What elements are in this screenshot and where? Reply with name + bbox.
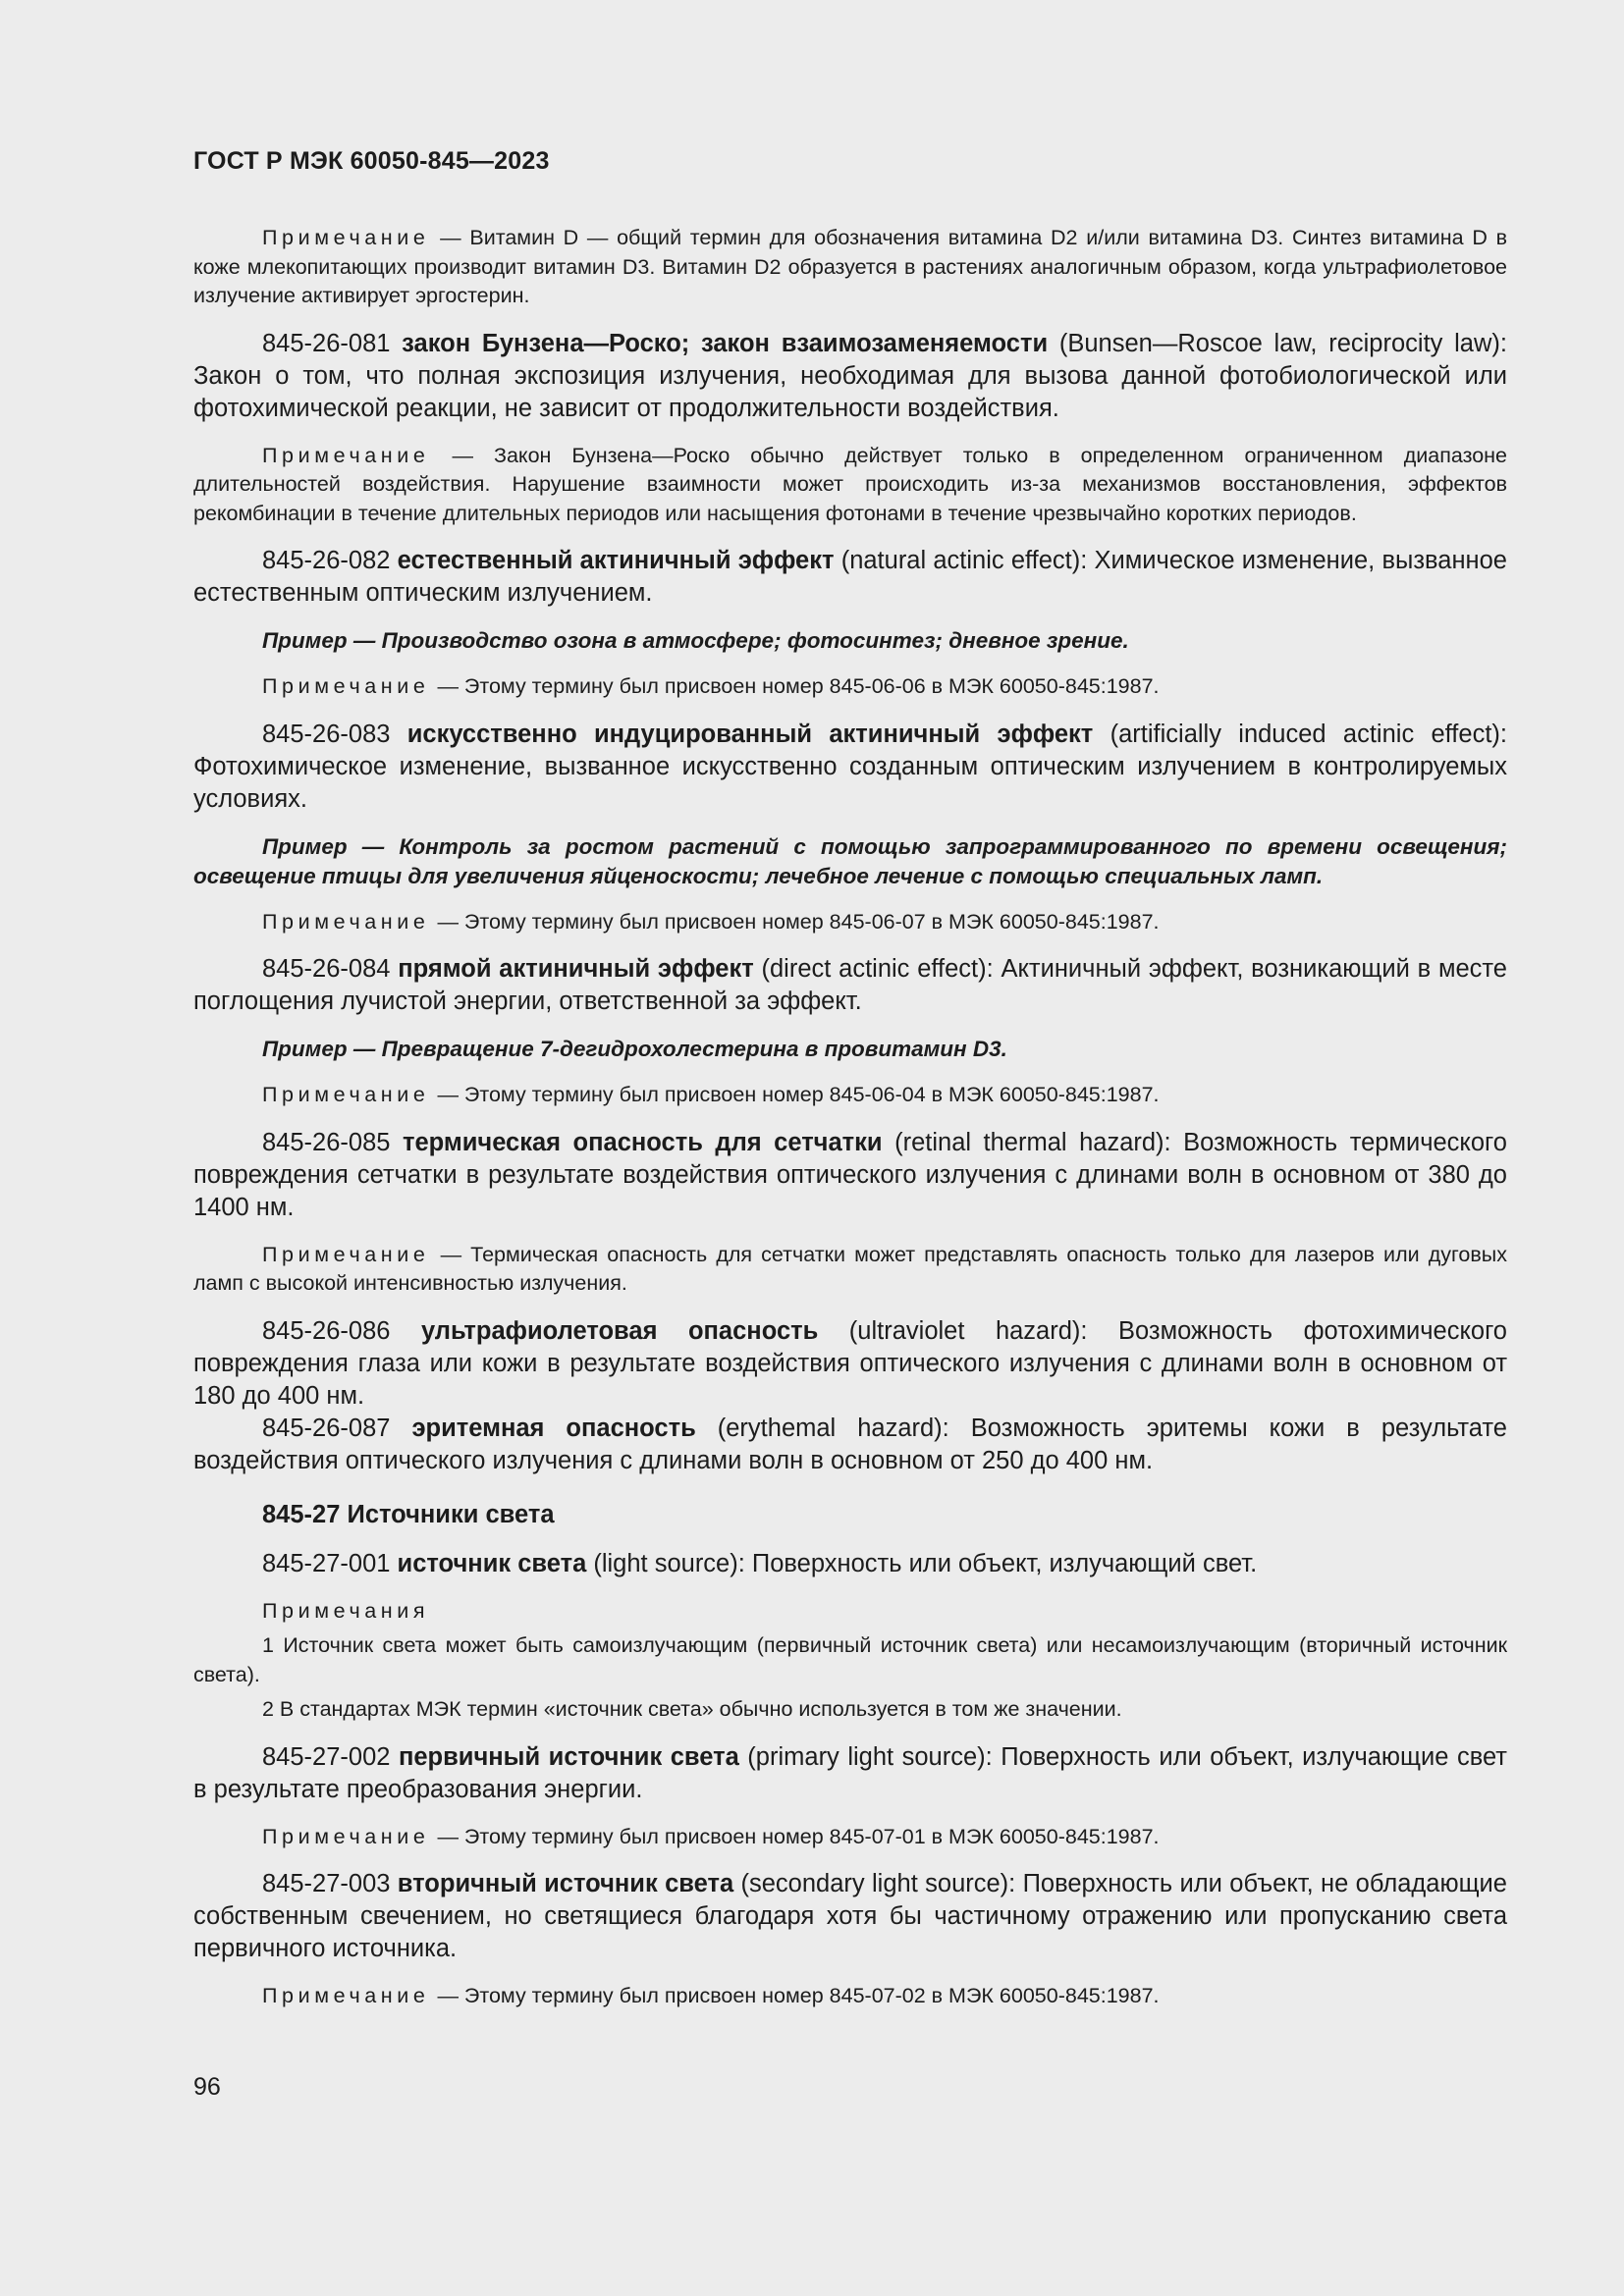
notes-label: Примечания [262,1598,430,1623]
term-name: источник света [397,1549,587,1577]
term-definition: (light source): Поверхность или объект, излучающий свет. [586,1549,1258,1577]
term-definition: (natural actinic effect): Химическое изменение, вызванное естественным оптическим излучением. [193,547,1507,607]
term-name: искусственно индуцированный актиничный эффект [406,720,1094,748]
note-text: — Этому термину был присвоен номер 845-07-01 в МЭК 60050-845:1987. [437,1824,1160,1848]
note-text: — Термическая опасность для сетчатки может представлять опасность только для лазеров или дуговых ламп с высокой интенсивностью излучения. [193,1242,1507,1295]
example: Пример — Контроль за ростом растений с помощью запрограммированного по времени освещения; освещение птицы для увеличения яйценоскости; лечебное лечение с помощью специальных ламп. [193,833,1507,888]
term-entry-845-27-003 [193,1868,1507,1965]
term-entry-845-26-084 [193,953,1507,1018]
term-entry-845-26-083 [193,719,1507,816]
note-text: — Этому термину был присвоен номер 845-07-02 в МЭК 60050-845:1987. [437,1984,1160,2007]
term-number: 845-26-084 [262,955,399,983]
term-name: термическая опасность для сетчатки [402,1128,883,1156]
note-label: Примечание [262,226,430,249]
term-name: эритемная опасность [411,1414,696,1442]
term-definition: (ultraviolet hazard): Возможность фотохимического повреждения глаза или кожи в результате воздействия оптического излучения с длинами волн в основном от 180 до 400 нм. [193,1316,1507,1410]
note-item: 2 В стандартах МЭК термин «источник света» обычно используется в том же значении. [262,1697,1122,1721]
page-content [193,224,1507,2028]
term-number: 845-26-085 [262,1128,403,1156]
term-number: 845-27-003 [262,1870,398,1897]
note-text: — Витамин D — общий термин для обозначения витамина D2 и/или витамина D3. Синтез витамина D в коже млекопитающих производит витамин D3. Витамин D2 образуется в растениях аналогичным образом, когда ультрафиолетовое излучение активирует эргостерин. [193,226,1507,307]
term-definition: (primary light source): Поверхность или объект, излучающие свет в результате преобразования энергии. [193,1742,1507,1803]
term-entry-845-27-001 [193,1548,1507,1580]
term-number: 845-26-086 [262,1316,421,1345]
document-header: ГОСТ Р МЭК 60050-845—2023 [193,147,550,175]
term-definition: (direct actinic effect): Актиничный эффект, возникающий в месте поглощения лучистой энергии, ответственной за эффект. [193,955,1507,1015]
note-text: — Этому термину был присвоен номер 845-06-07 в МЭК 60050-845:1987. [437,909,1160,934]
note-text: — Этому термину был присвоен номер 845-06-04 в МЭК 60050-845:1987. [437,1083,1160,1106]
term-name: вторичный источник света [397,1870,734,1897]
term-name: ультрафиолетовая опасность [420,1316,819,1345]
term-entry-845-26-082 [193,545,1507,610]
term-entry-845-26-085 [193,1127,1507,1224]
term-entry-845-26-087 [193,1413,1507,1477]
note-label: Примечание [262,674,430,698]
term-name: закон Бунзена—Роско; закон взаимозаменяемости [402,329,1049,357]
term-name: прямой актиничный эффект [398,955,754,983]
term-number: 845-26-081 [262,329,403,357]
term-name: естественный актиничный эффект [397,547,835,574]
term-number: 845-26-087 [262,1414,412,1442]
term-entry-845-26-086 [193,1315,1507,1413]
example: Пример — Производство озона в атмосфере; фотосинтез; дневное зрение. [262,628,1129,653]
note [193,908,1507,937]
note-text: — Закон Бунзена—Роско обычно действует только в определенном ограниченном диапазоне длительностей воздействия. Нарушение взаимности может происходить из-за механизмов восстановления, эффектов рекомбинации в течение длительных периодов или насыщения фотонами в течение чрезвычайно коротких периодов. [193,443,1507,525]
note-label: Примечание [262,1083,430,1106]
note-label: Примечание [262,909,430,934]
term-number: 845-26-083 [262,720,407,748]
term-definition: (Bunsen—Roscoe law, reciprocity law): Закон о том, что полная экспозиция излучения, необходимая для вызова данной фотобиологической или фотохимической реакции, не зависит от продолжительности воздействия. [193,329,1507,422]
term-entry-845-26-081 [193,328,1507,425]
term-definition: (artificially induced actinic effect): Фотохимическое изменение, вызванное искусственно созданным оптическим излучением в контролируемых условиях. [193,720,1507,813]
note [193,1241,1507,1299]
note-item: 1 Источник света может быть самоизлучающим (первичный источник света) или несамоизлучающим (вторичный источник света). [193,1633,1507,1686]
note-label: Примечание [262,1242,430,1266]
term-name: первичный источник света [398,1742,739,1771]
note [193,672,1507,702]
term-entry-845-27-002 [193,1741,1507,1806]
note-label: Примечание [262,1824,430,1848]
term-definition: (secondary light source): Поверхность или объект, не обладающие собственным свечением, но светящиеся благодаря хотя бы частичному отражению или пропусканию света первичного источника. [193,1870,1507,1962]
note [193,224,1507,311]
note [193,1982,1507,2011]
term-number: 845-27-002 [262,1742,399,1771]
term-definition: (erythemal hazard): Возможность эритемы кожи в результате воздействия оптического излучения с длинами волн в основном от 250 до 400 нм. [193,1414,1507,1474]
page-number: 96 [193,2073,221,2101]
notes-heading [193,1597,1507,1627]
note [193,442,1507,529]
term-definition: (retinal thermal hazard): Возможность термического повреждения сетчатки в результате воздействия оптического излучения с длинами волн в основном от 380 до 1400 нм. [193,1128,1507,1221]
section-heading: 845-27 Источники света [262,1500,555,1528]
note-label: Примечание [262,1984,430,2007]
note-text: — Этому термину был присвоен номер 845-06-06 в МЭК 60050-845:1987. [437,674,1160,698]
term-number: 845-27-001 [262,1549,398,1577]
note [193,1081,1507,1110]
term-number: 845-26-082 [262,547,398,574]
note-label: Примечание [262,443,430,467]
note [193,1823,1507,1852]
example: Пример — Превращение 7-дегидрохолестерина в провитамин D3. [262,1037,1007,1061]
